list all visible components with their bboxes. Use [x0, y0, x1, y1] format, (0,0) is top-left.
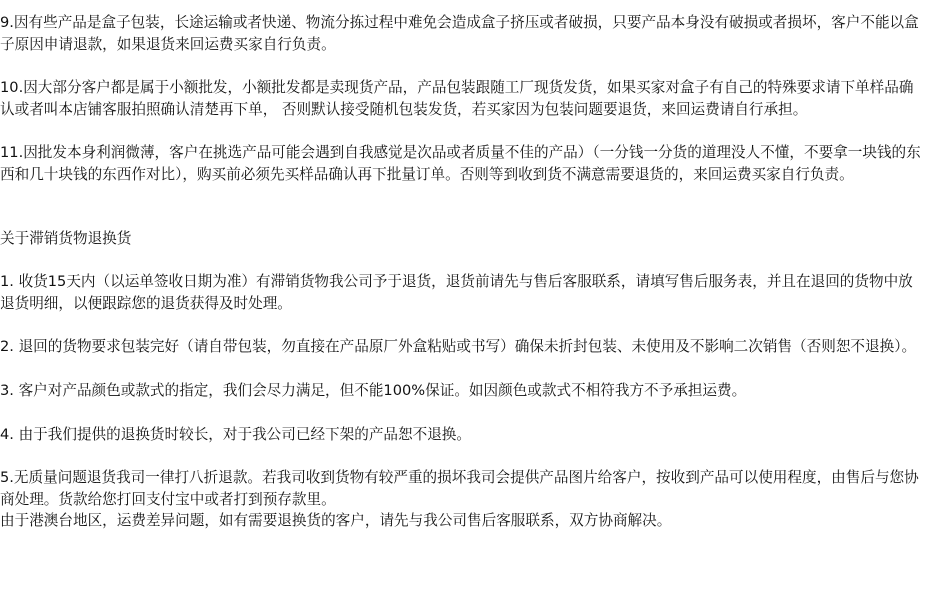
spacer: [0, 55, 927, 77]
spacer: [0, 120, 927, 142]
spacer: [0, 249, 927, 271]
regional-note: 由于港澳台地区，运费差异问题，如有需要退换货的客户，请先与我公司售后客服联系，双方协商解决。: [0, 512, 672, 530]
clause-9: 9.因有些产品是盒子包装，长途运输或者快递、物流分拣过程中难免会造成盒子挤压或者破损，只要产品本身没有破损或者损坏，客户不能以盒子原因申请退款，如果退货来回运费买家自行负责。: [0, 14, 919, 53]
spacer: [0, 402, 927, 424]
spacer: [0, 445, 927, 467]
return-item-3: 3. 客户对产品颜色或款式的指定，我们会尽力满足，但不能100%保证。如因颜色或款式不相符我方不予承担运费。: [0, 381, 747, 399]
return-item-1: 1. 收货15天内（以运单签收日期为准）有滞销货物我公司予于退货，退货前请先与售后客服联系，请填写售后服务表，并且在退回的货物中放退货明细，以便跟踪您的退货获得及时处理。: [0, 273, 913, 312]
return-item-4: 4. 由于我们提供的退换货时较长，对于我公司已经下架的产品恕不退换。: [0, 425, 471, 443]
section-heading: 关于滞销货物退换货: [0, 229, 132, 247]
spacer: [0, 314, 927, 336]
return-item-2: 2. 退回的货物要求包装完好（请自带包装，勿直接在产品原厂外盒粘贴或书写）确保未折封包装、未使用及不影响二次销售（否则恕不退换）。: [0, 338, 917, 356]
clause-11: 11.因批发本身利润微薄，客户在挑选产品可能会遇到自我感觉是次品或者质量不佳的产品）（一分钱一分货的道理没人不懂，不要拿一块钱的东西和几十块钱的东西作对比），购买前必须先买样品确认再下批量订单。否则等到收到货不满意需要退货的，来回运费买家自行负责。: [0, 144, 921, 183]
return-item-5: 5.无质量问题退货我司一律打八折退款。若我司收到货物有较严重的损坏我司会提供产品图片给客户，按收到产品可以使用程度，由售后与您协商处理。货款给您打回支付宝中或者打到预存款里。: [0, 469, 919, 508]
clause-10: 10.因大部分客户都是属于小额批发，小额批发都是卖现货产品，产品包装跟随工厂现货发货，如果买家对盒子有自己的特殊要求请下单样品确认或者叫本店铺客服拍照确认清楚再下单， 否则默认接受随机包装发货，若买家因为包装问题要退货，来回运费请自行承担。: [0, 79, 914, 118]
spacer: [0, 186, 927, 228]
spacer: [0, 358, 927, 380]
policy-document: [0, 12, 927, 532]
